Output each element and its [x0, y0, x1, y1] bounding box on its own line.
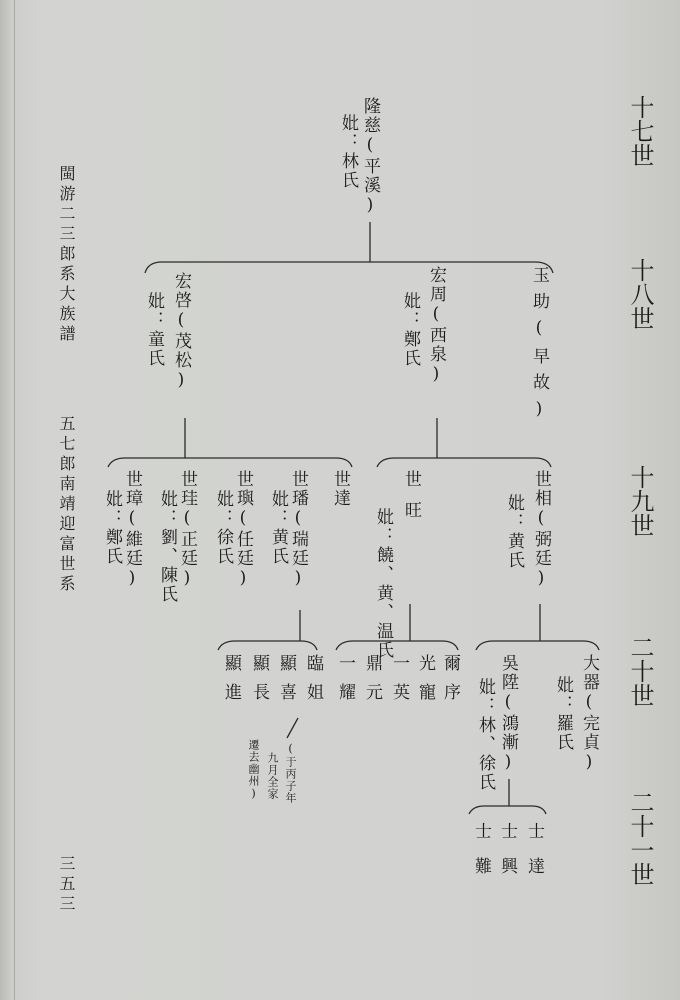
person-shiyu-name: 世璵(任廷) [233, 470, 253, 590]
person-yuzhu-name: 玉助(早故) [529, 266, 549, 428]
person-shiyu-spouse: 妣：徐氏 [213, 490, 233, 566]
generation-label-18: 十八世 [626, 258, 654, 330]
person-shixiang-name: 世相(弼廷) [531, 470, 551, 590]
person-shigui-spouse: 妣：劉、陳氏 [157, 490, 177, 604]
person-shiwang-name: 世旺 [401, 470, 421, 532]
person-erxu-name: 爾序 [440, 654, 460, 712]
person-daqi-name: 大器(完貞) [579, 654, 599, 774]
person-xianjin-name: 顯進 [221, 654, 241, 712]
person-yiyao-name: 一耀 [335, 654, 355, 712]
relocation-note-line3: 遷去幽州) [247, 739, 260, 801]
person-shida-name: 世達 [330, 470, 350, 508]
person-linjie-name: 臨姐 [303, 654, 323, 712]
person-hongqi-name: 宏啓(茂松) [171, 272, 191, 392]
person-xianxi-name: 顯喜 [276, 654, 296, 712]
generation-label-20: 二十世 [626, 635, 654, 707]
person-shifan-spouse: 妣：黄氏 [268, 490, 288, 566]
person-hongzhou-spouse: 妣：鄭氏 [400, 292, 420, 368]
person-daqi-spouse: 妣：羅氏 [553, 676, 573, 752]
person-hongqi-spouse: 妣：童氏 [144, 292, 164, 368]
gen20-shiwang-bracket [336, 641, 458, 650]
gen19-hongzhou-bracket [377, 458, 551, 467]
gen21-wusheng-bracket [469, 806, 546, 814]
gen20-shixiang-bracket [476, 641, 599, 650]
generation-label-21: 二十一世 [626, 790, 654, 886]
person-shixing-name: 士興 [497, 822, 517, 892]
generation-label-17: 十七世 [626, 95, 654, 167]
person-wusheng-spouse: 妣：林、徐氏 [475, 678, 495, 792]
person-guangchong-name: 光寵 [415, 654, 435, 712]
generation-label-19: 十九世 [626, 465, 654, 537]
gen18-bracket [145, 262, 553, 273]
relocation-note-line1: (于丙子年 [284, 742, 297, 804]
person-shixiang-spouse: 妣：黄氏 [504, 494, 524, 570]
person-shizhang-spouse: 妣：鄭氏 [102, 490, 122, 566]
person-dingyuan-name: 鼎元 [362, 654, 382, 712]
root-name: 隆慈(平溪) [360, 97, 380, 217]
root-spouse: 妣：林氏 [338, 114, 358, 190]
person-shigui-name: 世珪(正廷) [177, 470, 197, 590]
person-hongzhou-name: 宏周(西泉) [426, 266, 446, 386]
relocation-note-line2: 九月全家 [266, 752, 279, 800]
person-shida2-name: 士達 [524, 822, 544, 892]
gen20-shifan-bracket [218, 641, 317, 650]
person-shiwang-spouse: 妣：饒、黄、温氏 [373, 508, 393, 660]
person-shizhang-name: 世璋(維廷) [122, 470, 142, 590]
page-number: 三五三 [57, 855, 76, 915]
book-title: 閩游二三郎系大族譜 [57, 165, 76, 345]
annotation-pointer [287, 718, 298, 738]
person-xianchang-name: 顯長 [249, 654, 269, 712]
section-title: 五七郎南靖迎富世系 [57, 415, 76, 595]
person-shifan-name: 世璠(瑞廷) [288, 470, 308, 590]
person-shinan-name: 士難 [471, 822, 491, 892]
person-wusheng-name: 吳陞(鴻漸) [498, 654, 518, 774]
gen19-hongqi-bracket [108, 458, 352, 467]
person-yiying-name: 一英 [389, 654, 409, 712]
